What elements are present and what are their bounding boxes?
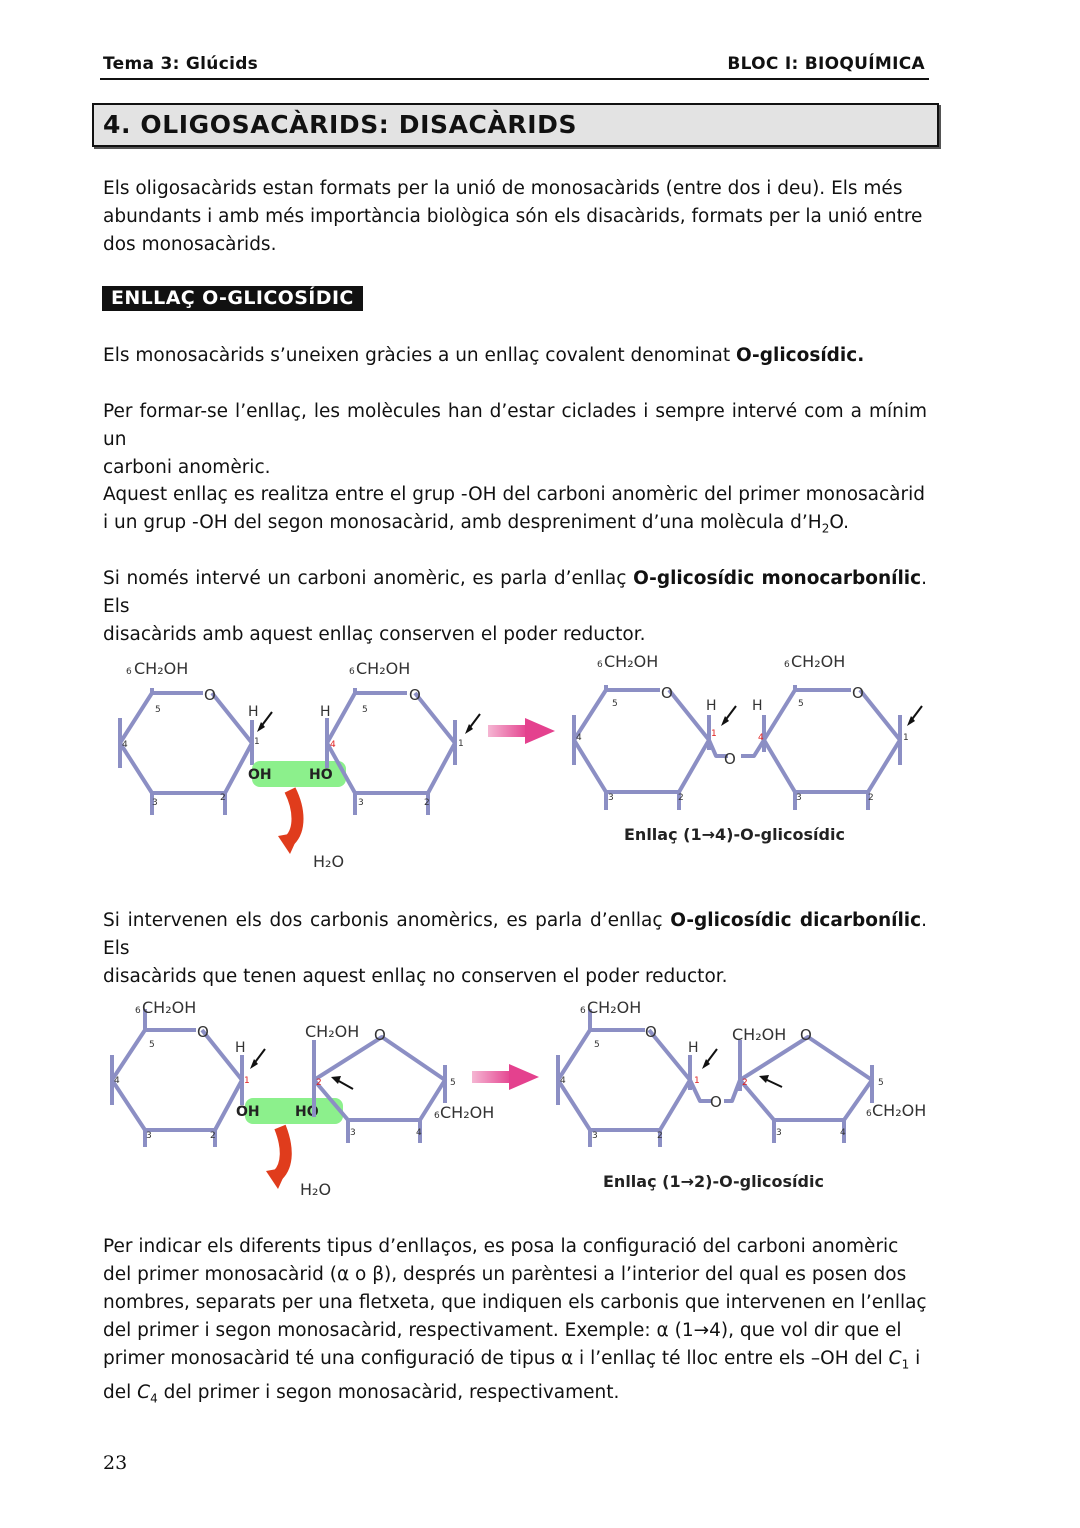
carbon-number: 2 (424, 798, 430, 808)
carbon-number: 1 (254, 737, 260, 747)
bold-term: O-glicosídic. (735, 345, 865, 366)
product-ring-c (574, 685, 728, 810)
water-label: H₂O (300, 1180, 332, 1199)
carbon-number: 1 (694, 1076, 700, 1086)
carbon-number: 4 (330, 740, 336, 750)
paragraph-line: Per formar-se l’enllaç, les molècules han d’estar ciclades i sempre intervé com a mínim un (103, 401, 927, 450)
paragraph-line: nombres, separats per una fletxeta, que indiquen els carbonis que intervenen en l’enllaç (103, 1292, 927, 1313)
paragraph-line: carboni anomèric. (103, 457, 271, 478)
diagram-caption: Enllaç (1→2)-O-glicosídic (603, 1172, 824, 1191)
intro-line: Els oligosacàrids estan formats per la unió de monosacàrids (entre dos i deu). Els més (103, 178, 903, 199)
diagram-maltose-bond (100, 640, 940, 880)
carbon-number: 4 (416, 1128, 422, 1138)
subscript: 4 (150, 1391, 158, 1406)
paragraph-line (103, 509, 927, 543)
paragraph-monocarbonilic (103, 565, 927, 649)
carbon-number: 3 (358, 798, 364, 808)
line-text: Si només intervé un carboni anomèric, es parla d’enllaç (103, 568, 634, 589)
paragraph-line: disacàrids amb aquest enllaç conserven el poder reductor. (103, 624, 646, 645)
carbon-number: 5 (612, 699, 618, 709)
carbon-number: 2 (220, 793, 226, 803)
line-text: O. (829, 512, 850, 533)
ring-oxygen: O (409, 686, 421, 704)
carbon-number: 6 (784, 660, 790, 670)
carbon-number: 3 (146, 1131, 152, 1141)
ch2oh-label: CH₂OH (440, 1103, 495, 1122)
hydroxyl-label: HO (309, 767, 333, 783)
carbon-symbol: C (888, 1348, 902, 1369)
carbon-number: 5 (798, 699, 804, 709)
ring-oxygen: O (661, 684, 673, 702)
paragraph-line (103, 1345, 927, 1379)
ring-oxygen: O (800, 1026, 812, 1044)
diagram-sucrose-bond (100, 985, 940, 1215)
intro-line: abundants i amb més importància biològica són els disacàrids, formats per la unió entre (103, 206, 923, 227)
ch2oh-label: CH₂OH (872, 1101, 927, 1120)
fructose-ring-b (314, 1037, 445, 1143)
line-text: . Els (103, 910, 927, 959)
ring-oxygen: O (204, 686, 216, 704)
hydrogen-label: H (706, 698, 717, 714)
paragraph-text: Els monosacàrids s’uneixen gràcies a un enllaç covalent denominat (103, 345, 736, 366)
water-release-highlight (245, 1098, 343, 1124)
ch2oh-label: CH₂OH (134, 659, 189, 678)
paragraph-line: disacàrids que tenen aquest enllaç no conserven el poder reductor. (103, 966, 728, 987)
carbon-number: 3 (152, 798, 158, 808)
carbon-number: 1 (711, 729, 717, 739)
carbon-number: 5 (155, 705, 161, 715)
section-title: 4. OLIGOSACÀRIDS: DISACÀRIDS (103, 110, 578, 139)
carbon-number: 6 (434, 1111, 440, 1121)
carbon-number: 6 (597, 660, 603, 670)
arrowhead-icon (278, 832, 300, 854)
paragraph-dicarbonilic (103, 907, 927, 991)
carbon-number: 6 (866, 1109, 872, 1119)
paragraph-enllac (103, 342, 927, 370)
water-release-arrow-icon (290, 790, 298, 840)
paragraph-line (103, 1379, 927, 1413)
hydroxyl-label: HO (295, 1104, 319, 1120)
product-ring-d (724, 1037, 872, 1143)
line-text: del primer i segon monosacàrid, respectivament. (157, 1381, 620, 1403)
carbon-number: 2 (657, 1131, 663, 1141)
carbon-number: 3 (796, 793, 802, 803)
carbon-number: 6 (135, 1006, 141, 1016)
paragraph-aquest (103, 481, 927, 543)
glucose-ring-a (112, 1009, 242, 1147)
carbon-number: 4 (840, 1128, 846, 1138)
carbon-number: 5 (594, 1040, 600, 1050)
carbon-symbol: C (137, 1381, 151, 1403)
carbon-number: 5 (149, 1040, 155, 1050)
carbon-number: 4 (114, 1076, 120, 1086)
product-ring-d (741, 685, 900, 810)
line-text: primer monosacàrid té una configuració de tipus α i l’enllaç té lloc entre els –OH del (103, 1348, 889, 1369)
bridge-oxygen: O (710, 1093, 722, 1111)
carbon-number: 4 (122, 740, 128, 750)
carbon-number: 1 (244, 1076, 250, 1086)
section-title-box (92, 103, 939, 147)
paragraph-line: del primer i segon monosacàrid, respectivament. Exemple: α (1→4), que vol dir que el (103, 1320, 902, 1341)
line-text: i (909, 1348, 921, 1369)
paragraph-line: Per indicar els diferents tipus d’enllaços, es posa la configuració del carboni anomèric (103, 1236, 899, 1257)
paragraph-notation (103, 1233, 927, 1412)
glucose-ring-a (120, 688, 252, 815)
carbon-number: 5 (450, 1078, 456, 1088)
page-number: 23 (103, 1452, 128, 1474)
carbon-number: 6 (580, 1006, 586, 1016)
carbon-number: 5 (362, 705, 368, 715)
glucose-ring-b (327, 688, 455, 815)
carbon-number: 3 (592, 1131, 598, 1141)
line-text: . Els (103, 568, 928, 617)
ring-oxygen: O (852, 684, 864, 702)
hydroxyl-label: OH (248, 767, 272, 783)
carbon-number: 3 (776, 1128, 782, 1138)
diagram-caption: Enllaç (1→4)-O-glicosídic (624, 825, 845, 844)
carbon-number: 4 (576, 733, 582, 743)
carbon-number: 3 (608, 793, 614, 803)
hydroxyl-label: OH (236, 1104, 260, 1120)
carbon-number: 1 (903, 733, 909, 743)
ch2oh-label: CH₂OH (732, 1025, 787, 1044)
intro-line: dos monosacàrids. (103, 234, 277, 255)
subscript: 2 (821, 521, 830, 536)
paragraph-line: del primer monosacàrid (α o β), després un parèntesi a l’interior del qual es posen dos (103, 1264, 907, 1285)
water-label: H₂O (313, 852, 345, 871)
subheading-enllac: ENLLAÇ O-GLICOSÍDIC (102, 286, 363, 311)
header-topic: Tema 3: Glúcids (103, 54, 259, 74)
subscript: 1 (901, 1357, 910, 1372)
hydrogen-label: H (688, 1040, 699, 1056)
carbon-number: 3 (350, 1128, 356, 1138)
hydrogen-label: H (320, 704, 331, 720)
carbon-number: 2 (868, 793, 874, 803)
arrowhead-icon (759, 1075, 769, 1083)
header-rule (100, 78, 929, 80)
anomeric-arrow-icon (337, 1080, 353, 1089)
arrowhead-icon (525, 718, 555, 744)
ch2oh-label: CH₂OH (791, 652, 846, 671)
header-block: BLOC I: BIOQUÍMICA (727, 54, 925, 74)
ch2oh-label: CH₂OH (604, 652, 659, 671)
carbon-number: 2 (742, 1078, 748, 1088)
carbon-number: 2 (678, 793, 684, 803)
reaction-arrow-icon (488, 725, 528, 737)
carbon-number: 6 (126, 667, 132, 677)
line-text: i un grup -OH del segon monosacàrid, amb despreniment d’una molècula d’H (103, 512, 822, 533)
arrowhead-icon (509, 1064, 539, 1090)
carbon-number: 2 (316, 1078, 322, 1088)
paragraph-formar (103, 398, 927, 482)
arrowhead-icon (331, 1076, 341, 1084)
paragraph-line (103, 565, 927, 621)
ch2oh-label: CH₂OH (587, 998, 642, 1017)
anomeric-arrow-icon (765, 1079, 782, 1087)
carbon-number: 4 (758, 733, 764, 743)
paragraph-line (103, 907, 927, 963)
hydrogen-label: H (752, 698, 763, 714)
carbon-number: 4 (560, 1076, 566, 1086)
line-text: Si intervenen els dos carbonis anomèrics, es parla d’enllaç (103, 910, 671, 931)
ch2oh-label: CH₂OH (142, 998, 197, 1017)
carbon-number: 6 (349, 667, 355, 677)
arrowhead-icon (266, 1167, 288, 1189)
ch2oh-label: CH₂OH (305, 1022, 360, 1041)
ring-oxygen: O (197, 1023, 209, 1041)
carbon-number: 5 (878, 1078, 884, 1088)
carbon-number: 2 (210, 1131, 216, 1141)
ring-oxygen: O (374, 1026, 386, 1044)
ch2oh-label: CH₂OH (356, 659, 411, 678)
reaction-arrow-icon (472, 1071, 512, 1083)
intro-paragraph (103, 175, 927, 259)
bold-term: O-glicosídic monocarbonílic (633, 568, 922, 589)
hydrogen-label: H (248, 704, 259, 720)
product-ring-c (558, 1009, 712, 1147)
carbon-number: 1 (458, 739, 464, 749)
line-text: del (103, 1381, 138, 1403)
paragraph-line: Aquest enllaç es realitza entre el grup -OH del carboni anomèric del primer monosacàrid (103, 484, 926, 505)
bridge-oxygen: O (724, 750, 736, 768)
ring-oxygen: O (645, 1023, 657, 1041)
hydrogen-label: H (235, 1040, 246, 1056)
bold-term: O-glicosídic dicarbonílic (670, 910, 922, 931)
